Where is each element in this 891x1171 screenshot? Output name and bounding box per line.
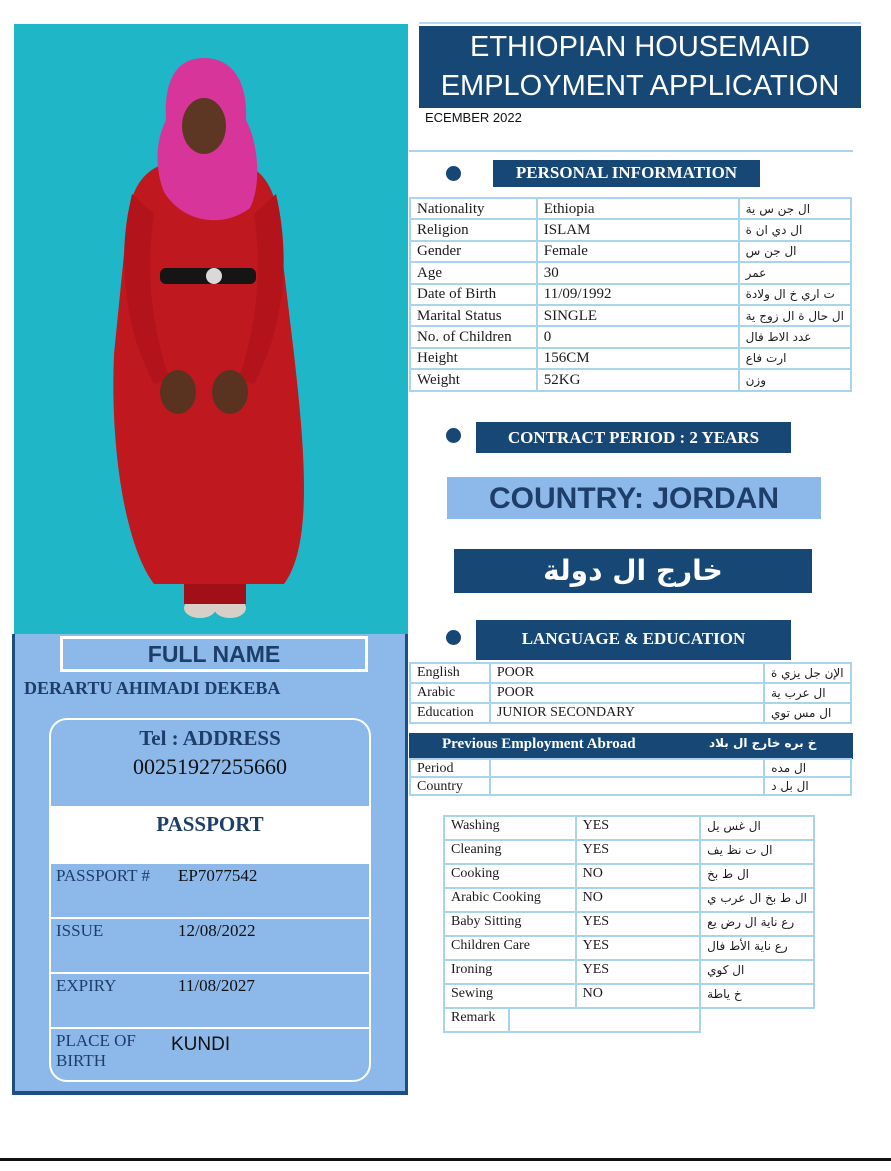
date-text: ECEMBER 2022 [425, 110, 522, 125]
table-row: Sewing NO خ ياطة [444, 984, 814, 1008]
section-personal-info: PERSONAL INFORMATION [493, 160, 760, 187]
contact-passport-card [49, 718, 371, 1082]
passport-title-row [51, 808, 369, 864]
place-of-birth-value: KUNDI [171, 1034, 231, 1055]
bullet-icon [446, 630, 461, 645]
table-row: Weight 52KG وزن [410, 369, 851, 390]
passport-number-label: PASSPORT # [56, 866, 150, 885]
table-row: Washing YES ال غس يل [444, 816, 814, 840]
table-row: Height 156CM ارت فاع [410, 348, 851, 369]
section-language-education: LANGUAGE & EDUCATION [476, 620, 791, 660]
issue-label: ISSUE [56, 921, 104, 940]
table-row: Arabic Cooking NO ال ط بخ ال عرب ي [444, 888, 814, 912]
language-table [409, 662, 852, 724]
tel-row [51, 720, 369, 808]
table-row: Education JUNIOR SECONDARY ال مس توي [410, 703, 851, 723]
divider [409, 150, 853, 152]
table-row: Cleaning YES ال ت نظ يف [444, 840, 814, 864]
skills-table [443, 815, 815, 1033]
full-name-label: FULL NAME [60, 636, 368, 672]
table-row: Gender Female ال جن س [410, 241, 851, 262]
passport-number-value: EP7077542 [178, 866, 258, 885]
table-row: English POOR الإن جل يزي ة [410, 663, 851, 683]
table-row: Marital Status SINGLE ال حال ة ال زوج ية [410, 305, 851, 326]
place-of-birth-label: PLACE OF BIRTH [56, 1031, 136, 1070]
personal-info-table [409, 197, 852, 392]
tel-label: Tel : ADDRESS [139, 726, 281, 750]
expiry-row [51, 974, 369, 1029]
previous-employment-table [409, 758, 852, 796]
page-title: ETHIOPIAN HOUSEMAID EMPLOYMENT APPLICATION [419, 26, 861, 108]
table-row: Cooking NO ال ط بخ [444, 864, 814, 888]
title-top-rule [419, 22, 861, 24]
issue-row [51, 919, 369, 974]
expiry-label: EXPIRY [56, 976, 117, 995]
section-contract-period: CONTRACT PERIOD : 2 YEARS [476, 422, 791, 453]
table-row: Date of Birth 11/09/1992 ت اري خ ال ولادة [410, 284, 851, 305]
table-row: Ironing YES ال كوي [444, 960, 814, 984]
table-row: Children Care YES رع ناية الأط فال [444, 936, 814, 960]
previous-employment-title-ar: خ بره خارج ال بلاد [709, 736, 817, 750]
table-row: Period ال مده [410, 759, 851, 777]
remark-row: Remark [444, 1008, 814, 1032]
previous-employment-header [409, 733, 853, 759]
passport-title: PASSPORT [156, 812, 264, 836]
footer-rule [0, 1158, 891, 1161]
issue-date: 12/08/2022 [178, 921, 256, 940]
table-row: Baby Sitting YES رع ناية ال رض يع [444, 912, 814, 936]
table-row: Country ال بل د [410, 777, 851, 795]
country-arabic-banner: خارج ال دولة [454, 549, 812, 593]
bullet-icon [446, 166, 461, 181]
bullet-icon [446, 428, 461, 443]
passport-number-row [51, 864, 369, 919]
country-banner: COUNTRY: JORDAN [447, 477, 821, 519]
previous-employment-title: Previous Employment Abroad [442, 736, 636, 752]
tel-value: 00251927255660 [133, 754, 287, 779]
expiry-date: 11/08/2027 [178, 976, 255, 995]
person-illustration [14, 24, 408, 636]
table-row: Age 30 عمر [410, 262, 851, 283]
table-row: No. of Children 0 عدد الاط فال [410, 326, 851, 347]
table-row: Nationality Ethiopia ال جن س ية [410, 198, 851, 219]
place-of-birth-row [51, 1029, 369, 1082]
candidate-photo [14, 24, 408, 636]
table-row: Religion ISLAM ال دي ان ة [410, 219, 851, 240]
table-row: Arabic POOR ال عرب ية [410, 683, 851, 703]
full-name-value: DERARTU AHIMADI DEKEBA [24, 678, 281, 698]
